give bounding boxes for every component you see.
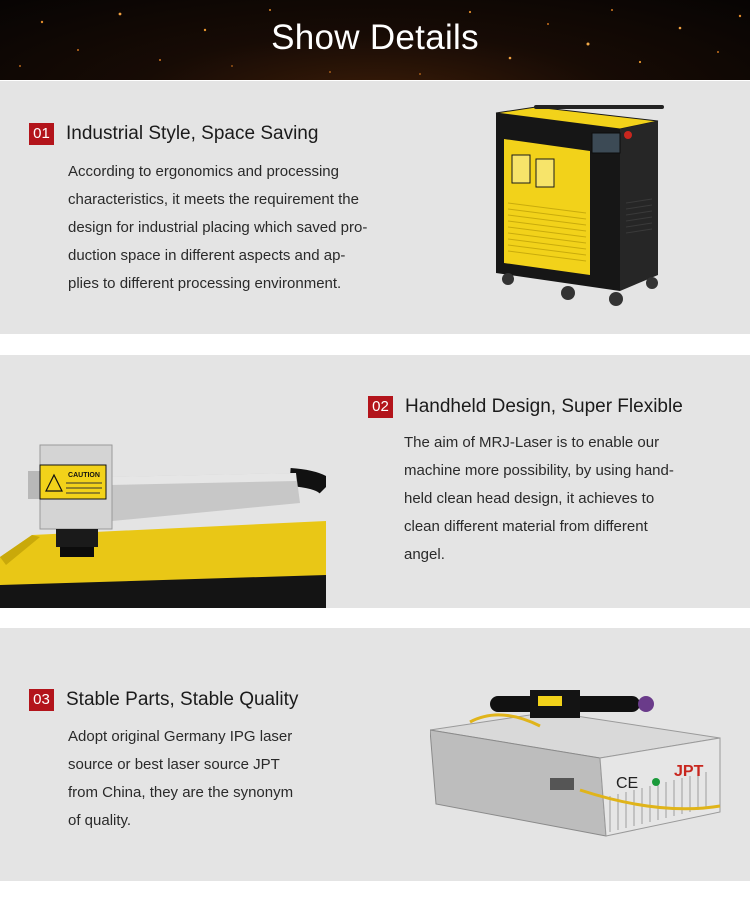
caution-label-text: CAUTION xyxy=(68,472,100,479)
description-line: Adopt original Germany IPG laser xyxy=(68,728,293,745)
description-line: angel. xyxy=(404,546,445,563)
description-line: characteristics, it meets the requirement the xyxy=(68,191,359,208)
description-line: According to ergonomics and processing xyxy=(68,163,339,180)
description-line: from China, they are the synonym xyxy=(68,784,294,801)
section-industrial-style xyxy=(0,81,750,334)
handheld-clean-head-image xyxy=(0,425,326,608)
description-line: plies to different processing environment. xyxy=(68,275,342,292)
section-heading xyxy=(368,396,683,418)
section-heading xyxy=(29,689,298,711)
section-title: Handheld Design, Super Flexible xyxy=(405,396,683,417)
laser-cleaning-machine-image xyxy=(488,103,668,321)
header-banner xyxy=(0,0,750,80)
section-description xyxy=(68,158,384,298)
description-line: design for industrial placing which saved pro- xyxy=(68,219,368,236)
section-handheld-design xyxy=(0,355,750,608)
section-title: Industrial Style, Space Saving xyxy=(66,123,319,144)
laser-source-image xyxy=(430,686,722,846)
section-number-badge: 01 xyxy=(29,123,54,145)
section-number-badge: 02 xyxy=(368,396,393,418)
page-title: Show Details xyxy=(271,18,479,57)
description-line: clean different material from different xyxy=(404,518,648,535)
section-title: Stable Parts, Stable Quality xyxy=(66,689,299,710)
description-line: source or best laser source JPT xyxy=(68,756,280,773)
section-heading xyxy=(29,123,318,145)
description-line: duction space in different aspects and ap- xyxy=(68,247,346,264)
description-line: held clean head design, it achieves to xyxy=(404,490,655,507)
section-number-badge: 03 xyxy=(29,689,54,711)
section-stable-parts xyxy=(0,628,750,881)
ce-mark-text: CE xyxy=(616,775,639,792)
description-line: The aim of MRJ-Laser is to enable our xyxy=(404,434,660,451)
section-description xyxy=(68,723,310,835)
jpt-logo-text: JPT xyxy=(674,763,704,780)
description-line: machine more possibility, by using hand- xyxy=(404,462,674,479)
description-line: of quality. xyxy=(68,812,132,829)
section-description xyxy=(404,429,691,569)
